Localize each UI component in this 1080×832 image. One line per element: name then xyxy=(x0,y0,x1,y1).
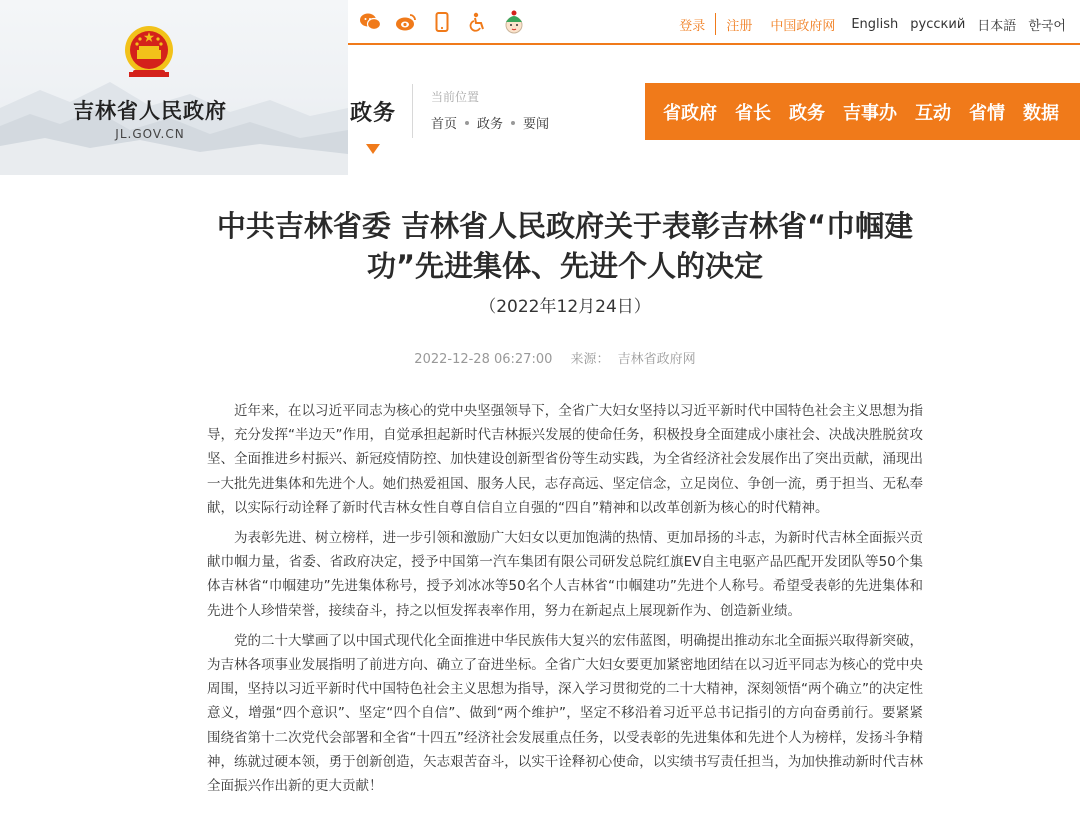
site-name: 吉林省人民政府 xyxy=(73,99,227,123)
weibo-icon[interactable] xyxy=(394,10,418,34)
top-bar xyxy=(348,0,1080,45)
main-nav xyxy=(645,83,1080,140)
accessibility-icon[interactable] xyxy=(466,10,490,34)
article-title: 中共吉林省委 吉林省人民政府关于表彰吉林省“巾帼建功”先进集体、先进个人的决定 xyxy=(216,209,914,283)
nav-item-provincial-gov[interactable]: 省政府 xyxy=(663,102,717,124)
wechat-icon[interactable] xyxy=(358,10,382,34)
source-name: 吉林省政府网 xyxy=(617,352,696,367)
nav-item-jishiban[interactable]: 吉事办 xyxy=(843,102,897,124)
breadcrumb-separator xyxy=(511,121,515,125)
source-label: 来源： xyxy=(570,352,610,367)
national-emblem-icon xyxy=(122,24,176,82)
breadcrumb xyxy=(431,113,549,132)
top-link-divider xyxy=(715,13,716,35)
lang-japanese-link[interactable]: 日本語 xyxy=(977,18,1017,34)
nav-item-interaction[interactable]: 互动 xyxy=(915,102,951,124)
article-paragraph: 党的二十大擘画了以中国式现代化全面推进中华民族伟大复兴的宏伟蓝图，明确提出推动东北全面振兴取得新突破，为吉林各项事业发展指明了前进方向、确立了奋进坐标。全省广大妇女要更加紧密地团结在以习近平同志为核心的党中央周围，坚持以习近平新时代中国特色社会主义思想为指导，深入学习贯彻党的二十大精神，深刻领悟“两个确立”的决定性意义，增强“四个意识”、坚定“四个自信”、做到“两个维护”，坚定不移沿着习近平总书记指引的方向奋勇前行。要紧紧围绕省第十二次党代会部署和全省“十四五”经济社会发展重点任务，以受表彰的先进集体和先进个人为榜样，发扬斗争精神，练就过硬本领，勇于创新创造，矢志艰苦奋斗，以实干诠释初心使命，以实绩书写责任担当，为加快推动新时代吉林全面振兴作出新的更大贡献！ xyxy=(207,632,923,795)
article-body xyxy=(207,399,923,804)
article-issue-date: （2022年12月24日） xyxy=(479,297,651,317)
lang-russian-link[interactable]: русский xyxy=(910,16,966,32)
breadcrumb-yaowen[interactable]: 要闻 xyxy=(523,117,550,132)
article-meta xyxy=(195,348,915,367)
nav-item-affairs[interactable]: 政务 xyxy=(789,102,825,124)
lang-english-link[interactable]: English xyxy=(851,16,899,32)
article-paragraph: 为表彰先进、树立榜样，进一步引领和激励广大妇女以更加饱满的热情、更加昂扬的斗志，为新时代吉林全面振兴贡献巾帼力量，省委、省政府决定，授予中国第一汽车集团有限公司研发总院红旗EV自主电驱产品匹配开发团队等50个集体吉林省“巾帼建功”先进集体称号，授予刘冰冰等50名个人吉林省“巾帼建功”先进个人称号。希望受表彰的先进集体和先进个人珍惜荣誉，接续奋斗，持之以恒发挥表率作用，努力在新起点上展现新作为、创造新业绩。 xyxy=(207,530,923,619)
article-paragraph: 近年来，在以习近平同志为核心的党中央坚强领导下，全省广大妇女坚持以习近平新时代中国特色社会主义思想为指导，充分发挥“半边天”作用，自觉承担起新时代吉林振兴发展的使命任务，积极投身全面建成小康社会、决战决胜脱贫攻坚、全面推进乡村振兴、新冠疫情防控、加快建设创新型省份等生动实践，为全省经济社会发展作出了突出贡献，涌现出一大批先进集体和先进个人。她们热爱祖国、服务人民，志存高远、坚定信念，立足岗位、争创一流，勇于担当、无私奉献，以实际行动诠释了新时代吉林女性自尊自信自立自强的“四自”精神和以改革创新为核心的时代精神。 xyxy=(207,403,923,516)
login-link[interactable]: 登录 xyxy=(679,18,706,34)
mobile-icon[interactable] xyxy=(430,10,454,34)
nav-item-governor[interactable]: 省长 xyxy=(735,102,771,124)
publish-time: 2022-12-28 06:27:00 xyxy=(414,352,553,367)
breadcrumb-zhengwu[interactable]: 政务 xyxy=(477,117,504,132)
logo-area[interactable] xyxy=(0,0,348,175)
register-link[interactable]: 注册 xyxy=(726,18,753,34)
section-title: 政务 xyxy=(350,101,397,126)
mascot-icon[interactable] xyxy=(502,10,526,34)
current-position-label: 当前位置 xyxy=(431,90,480,104)
site-domain: JL.GOV.CN xyxy=(115,127,185,141)
lang-korean-link[interactable]: 한국어 xyxy=(1028,18,1066,34)
central-gov-link[interactable]: 中国政府网 xyxy=(770,18,836,34)
top-links xyxy=(679,13,1066,35)
breadcrumb-home[interactable]: 首页 xyxy=(431,117,458,132)
nav-item-province-info[interactable]: 省情 xyxy=(969,102,1005,124)
section-caret-icon xyxy=(366,144,380,154)
site-header xyxy=(0,0,1080,175)
top-icon-group xyxy=(358,8,538,36)
nav-item-data[interactable]: 数据 xyxy=(1023,102,1059,124)
section-divider xyxy=(412,84,413,138)
breadcrumb-separator xyxy=(465,121,469,125)
